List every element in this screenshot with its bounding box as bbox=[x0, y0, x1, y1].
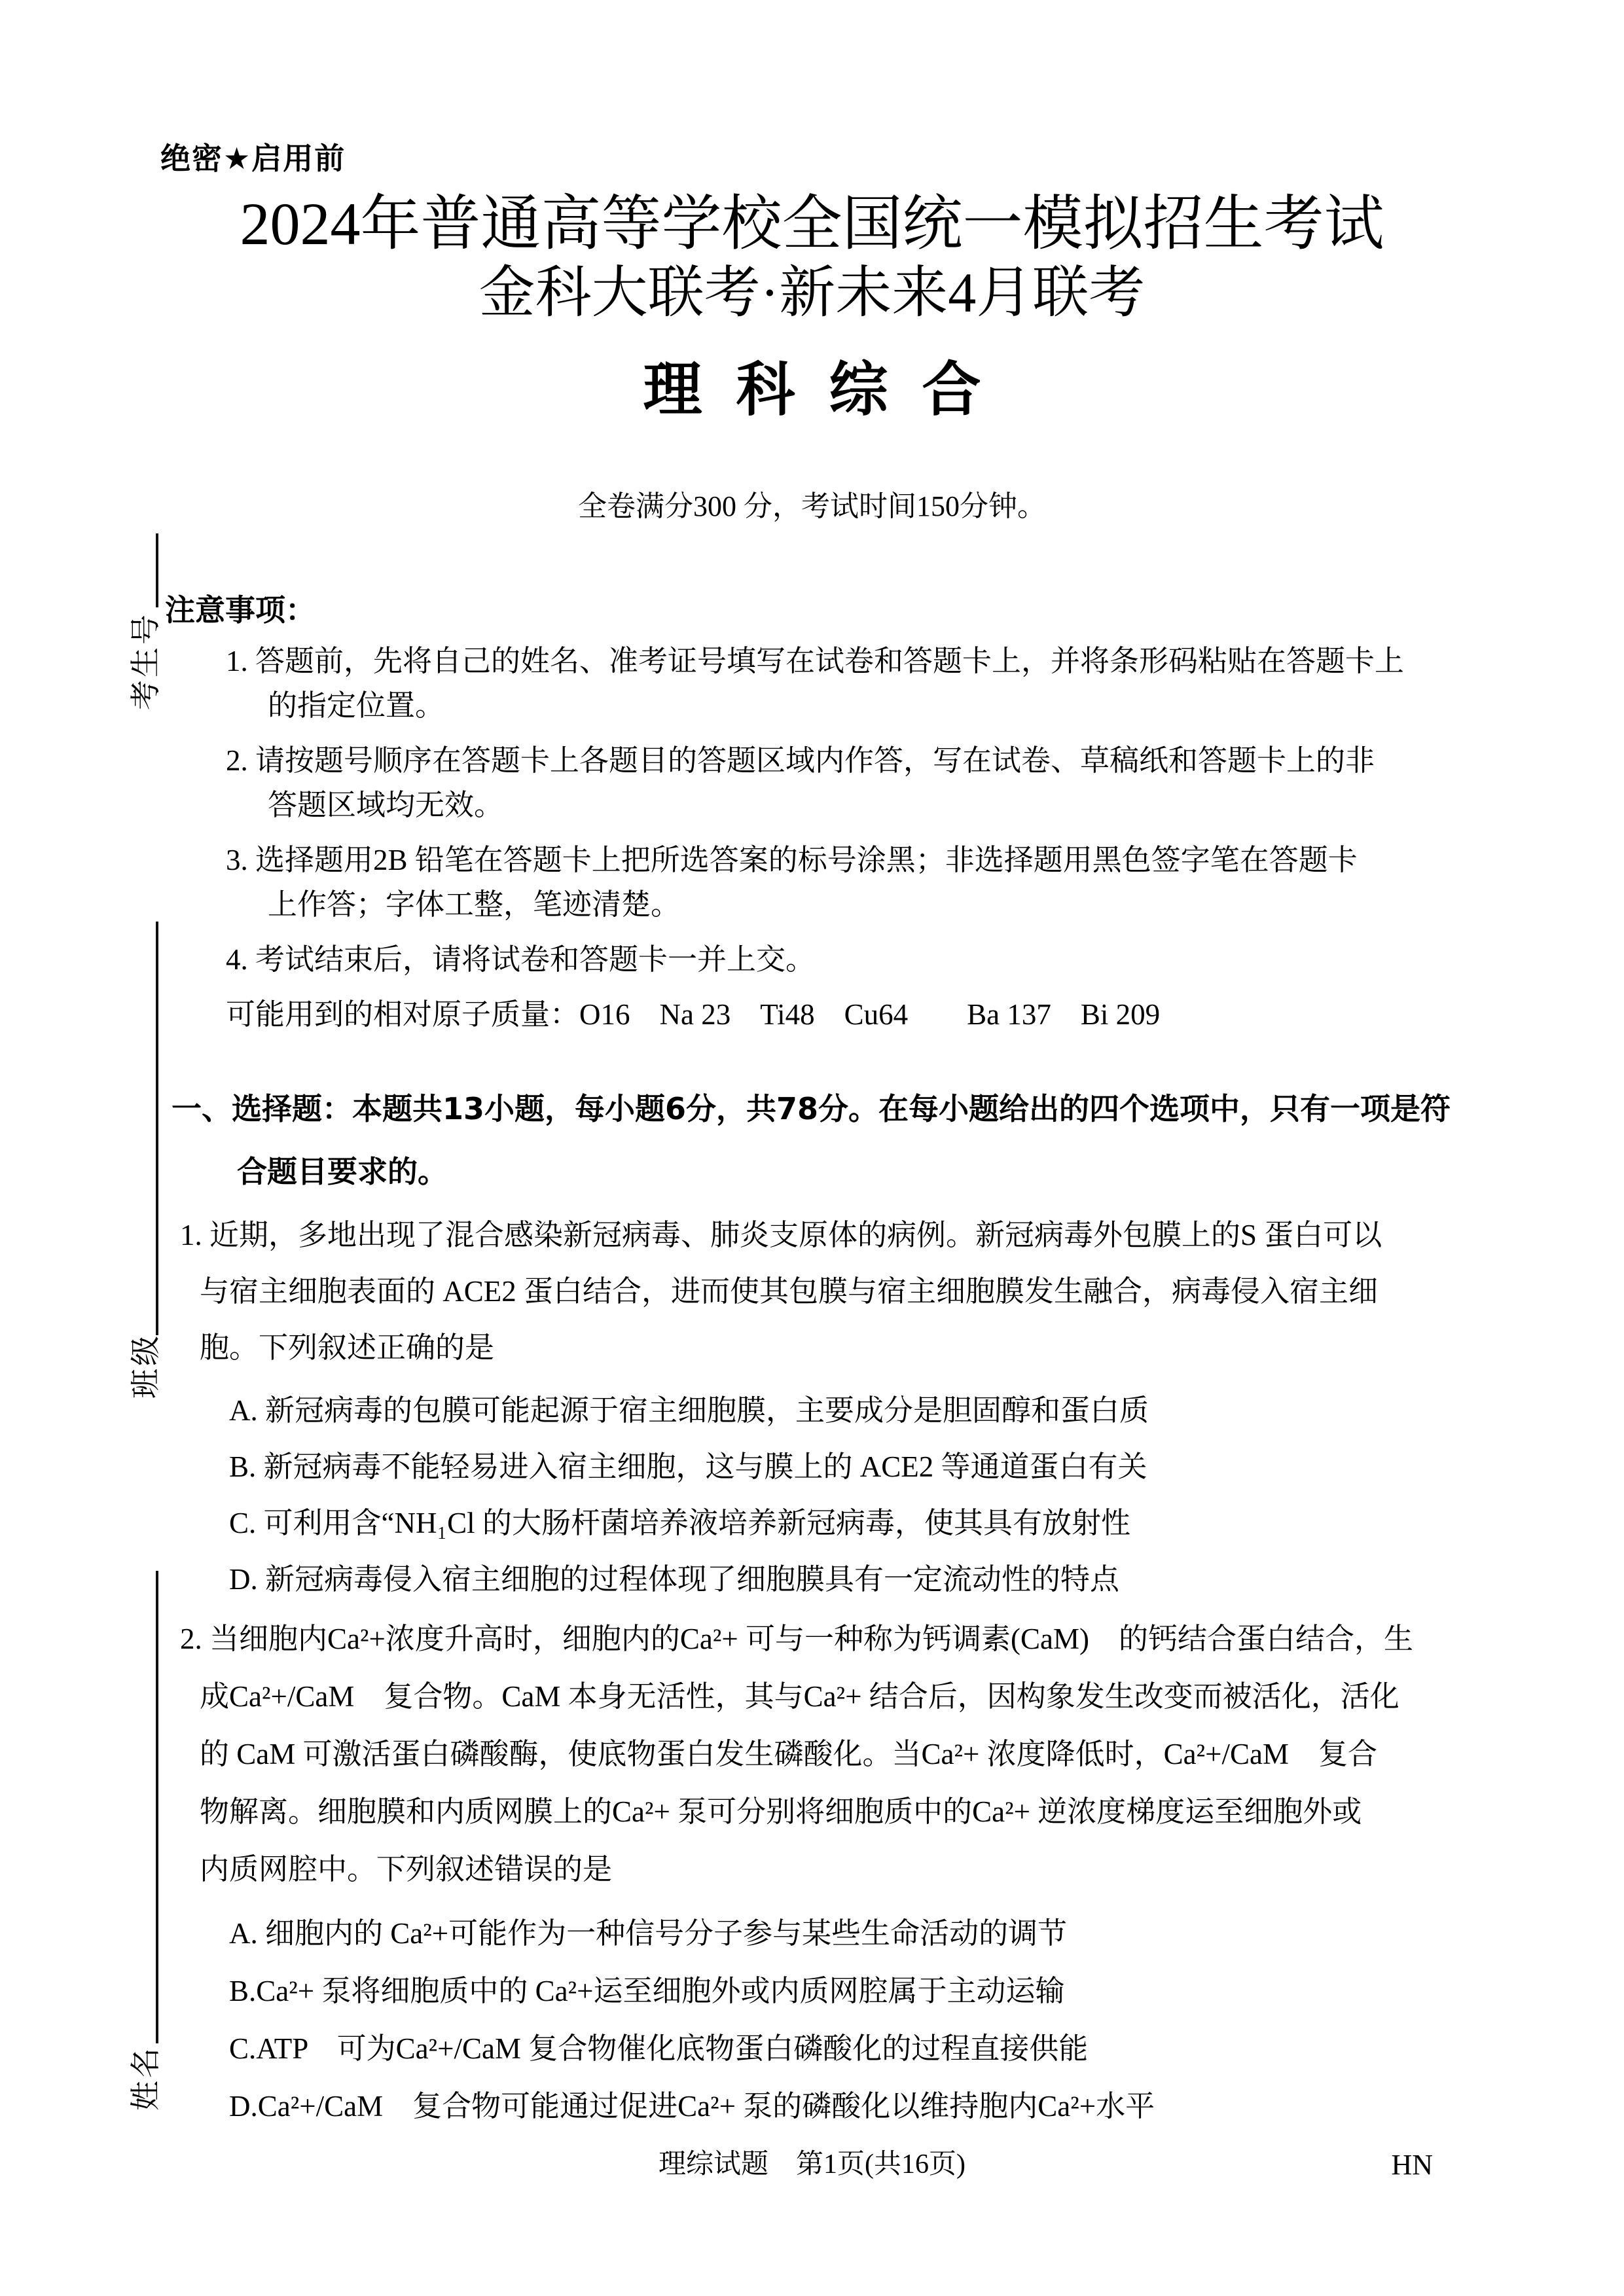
notice-number: 2. bbox=[226, 744, 248, 777]
notice-line bbox=[226, 937, 1437, 982]
question-2 bbox=[180, 1610, 1443, 2135]
option-text: Ca²+/CaM 复合物可能通过促进Ca²+ 泵的磷酸化以维持胞内Ca²+水平 bbox=[257, 2090, 1155, 2123]
question-stem-line: 物解离。细胞膜和内质网膜上的Ca²+ 泵可分别将细胞质中的Ca²+ 逆浓度梯度运至细胞外或 bbox=[200, 1795, 1362, 1828]
option-row-a bbox=[180, 1905, 1443, 1962]
option-label: B. bbox=[229, 1450, 257, 1483]
section-one-heading bbox=[171, 1077, 1451, 1203]
option-row-a bbox=[180, 1382, 1443, 1439]
option-label: D. bbox=[229, 2090, 258, 2123]
subject-title: 理科综合 bbox=[643, 358, 1015, 423]
question-stem-line: 胞。下列叙述正确的是 bbox=[200, 1331, 495, 1364]
notice-number: 3. bbox=[226, 844, 248, 876]
notice-line bbox=[226, 639, 1437, 683]
margin-rule-top bbox=[156, 533, 158, 607]
question-stem-line: 与宿主细胞表面的 ACE2 蛋白结合，进而使其包膜与宿主细胞膜发生融合，病毒侵入宿主细 bbox=[200, 1275, 1379, 1308]
notice-line: 的指定位置。 bbox=[268, 689, 445, 722]
option-text: Ca²+ 泵将细胞质中的 Ca²+运至细胞外或内质网腔属于主动运输 bbox=[256, 1975, 1065, 2007]
notice-line bbox=[226, 738, 1437, 783]
option-row-b bbox=[180, 1962, 1443, 2020]
exam-title-line1: 2024年普通高等学校全国统一模拟招生考试 bbox=[240, 190, 1384, 257]
option-text: ATP 可为Ca²+/CaM 复合物催化底物蛋白磷酸化的过程直接供能 bbox=[256, 2032, 1089, 2065]
option-text: 可利用含“NH₁Cl 的大肠杆菌培养液培养新冠病毒，使其具有放射性 bbox=[256, 1507, 1130, 1539]
option-text: 新冠病毒侵入宿主细胞的过程体现了细胞膜具有一定流动性的特点 bbox=[257, 1563, 1120, 1596]
notice-line: 上作答；字体工整，笔迹清楚。 bbox=[268, 888, 681, 921]
option-text: 新冠病毒不能轻易进入宿主细胞，这与膜上的 ACE2 等通道蛋白有关 bbox=[256, 1450, 1147, 1483]
option-text: 新冠病毒的包膜可能起源于宿主细胞膜，主要成分是胆固醇和蛋白质 bbox=[257, 1394, 1149, 1427]
margin-rule-middle bbox=[156, 922, 158, 1335]
notice-line: 答题区域均无效。 bbox=[268, 789, 504, 821]
exam-title-line2: 金科大联考·新未来4月联考 bbox=[478, 261, 1146, 324]
question-stem-line bbox=[180, 1610, 1443, 1668]
page-footer: 理综试题 第1页(共16页) bbox=[659, 2149, 965, 2179]
margin-label-class: 班级 bbox=[129, 1333, 162, 1399]
option-text: 细胞内的 Ca²+可能作为一种信号分子参与某些生命活动的调节 bbox=[257, 1917, 1068, 1950]
notice-number: 1. bbox=[226, 645, 248, 677]
notice-item bbox=[226, 738, 1437, 827]
notices-heading: 注意事项： bbox=[165, 592, 316, 628]
question-stem-text: 当细胞内Ca²+浓度升高时，细胞内的Ca²+ 可与一种称为钙调素(CaM) 的钙结合蛋白结合，生 bbox=[202, 1623, 1413, 1655]
question-stem-line: 的 CaM 可激活蛋白磷酸酶，使底物蛋白发生磷酸化。当Ca²+ 浓度降低时，Ca²+/CaM 复合 bbox=[200, 1738, 1377, 1770]
notice-text: 请按题号顺序在答题卡上各题目的答题区域内作答，写在试卷、草稿纸和答题卡上的非 bbox=[247, 744, 1375, 777]
exam-info-line: 全卷满分300 分，考试时间150分钟。 bbox=[578, 490, 1046, 522]
notice-item bbox=[226, 639, 1437, 728]
option-row-b bbox=[180, 1439, 1443, 1495]
security-classification: 绝密★启用前 bbox=[160, 141, 346, 176]
question-stem-line bbox=[180, 1207, 1443, 1263]
option-label: C. bbox=[229, 1507, 257, 1539]
question-stem-line: 内质网腔中。下列叙述错误的是 bbox=[200, 1853, 613, 1886]
option-list bbox=[180, 1905, 1443, 2135]
option-row-d bbox=[180, 2077, 1443, 2135]
margin-label-name: 姓名 bbox=[129, 2045, 162, 2111]
option-row-c bbox=[180, 1495, 1443, 1551]
notice-text: 选择题用2B 铅笔在答题卡上把所选答案的标号涂黑；非选择题用黑色签字笔在答题卡 bbox=[247, 844, 1358, 876]
atomic-mass-line: 可能用到的相对原子质量：O16 Na 23 Ti48 Cu64 Ba 137 Bi 209 bbox=[226, 998, 1161, 1031]
option-label: D. bbox=[229, 1563, 258, 1596]
option-label: A. bbox=[229, 1917, 258, 1950]
notice-item bbox=[226, 838, 1437, 927]
option-row-d bbox=[180, 1551, 1443, 1607]
question-1 bbox=[180, 1207, 1443, 1607]
notice-text: 考试结束后，请将试卷和答题卡一并上交。 bbox=[247, 943, 816, 976]
question-stem-text: 近期，多地出现了混合感染新冠病毒、肺炎支原体的病例。新冠病毒外包膜上的S 蛋白可以 bbox=[202, 1219, 1382, 1251]
option-label: B. bbox=[229, 1975, 257, 2007]
section-heading-line bbox=[171, 1077, 1451, 1140]
section-heading-line: 合题目要求的。 bbox=[237, 1154, 448, 1189]
margin-label-examinee-number: 考生号 bbox=[129, 612, 162, 710]
option-list bbox=[180, 1382, 1443, 1607]
question-number: 1. bbox=[180, 1219, 202, 1251]
notice-number: 4. bbox=[226, 943, 248, 976]
notices-list bbox=[226, 639, 1437, 1037]
option-label: A. bbox=[229, 1394, 258, 1427]
section-heading-text: 选择题：本题共13小题，每小题6分，共78分。在每小题给出的四个选项中，只有一项是符 bbox=[232, 1091, 1451, 1126]
question-number: 2. bbox=[180, 1623, 202, 1655]
notice-text: 答题前，先将自己的姓名、准考证号填写在试卷和答题卡上，并将条形码粘贴在答题卡上 bbox=[247, 645, 1405, 677]
section-number: 一、 bbox=[171, 1091, 232, 1126]
notice-item bbox=[226, 937, 1437, 982]
notice-line bbox=[226, 838, 1437, 882]
paper-code: HN bbox=[1391, 2149, 1433, 2181]
margin-rule-bottom bbox=[156, 1571, 158, 2043]
question-stem-line: 成Ca²+/CaM 复合物。CaM 本身无活性，其与Ca²+ 结合后，因构象发生改变而被活化，活化 bbox=[200, 1680, 1399, 1713]
option-row-c bbox=[180, 2020, 1443, 2077]
option-label: C. bbox=[229, 2032, 257, 2065]
